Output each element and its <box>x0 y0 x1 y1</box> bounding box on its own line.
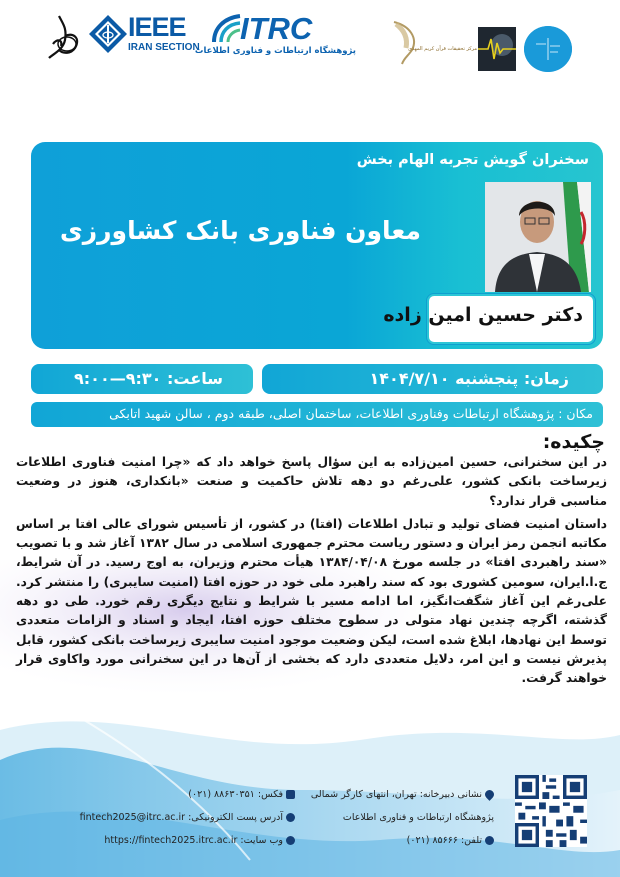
ieee-diamond-icon <box>88 14 128 54</box>
session-kicker: سخنران گویش تجربه الهام بخش <box>356 152 589 168</box>
location-pin-icon <box>483 788 496 801</box>
abstract-heading: چکیده: <box>542 431 605 453</box>
institute-text: پژوهشگاه ارتباطات و فناوری اطلاعات <box>342 812 494 823</box>
abstract-paragraph: در این سخنرانی، حسین امین‌زاده به این سؤال پاسخ خواهد داد که «چرا امنیت فناوری اطلاعات زیرساخت بانکی کشور، علی‌رغم دو دهه تلاش حاکمیت و صنعت «بانکداری، هنوز در وضعیت مناسبی قرار ندارد؟ <box>16 455 607 508</box>
feather-icon <box>390 20 420 65</box>
email-icon <box>286 813 295 822</box>
website-link[interactable]: https://fintech2025.itrc.ac.ir <box>104 835 238 846</box>
time-badge <box>31 364 253 394</box>
itrc-logo <box>194 10 356 64</box>
abstract-section <box>16 431 607 693</box>
calligraphy-logo <box>45 14 85 62</box>
phone-line <box>407 835 494 846</box>
phone-icon <box>485 836 494 845</box>
contact-footer <box>0 760 620 877</box>
fax-line <box>188 789 295 800</box>
address-line <box>311 789 494 800</box>
email-link[interactable]: fintech2025@itrc.ac.ir <box>79 812 186 823</box>
institute-line <box>343 812 494 823</box>
event-location: مکان : پژوهشگاه ارتباطات وفناوری اطلاعات، ساختمان اصلی، طبقه دوم ، سالن شهید اتابکی <box>109 406 593 421</box>
itrc-subtitle: پژوهشگاه ارتباطات و فناوری اطلاعات <box>194 46 356 56</box>
location-badge <box>31 402 603 427</box>
fax-text: فکس: ۸۸۶۳۰۳۵۱ (۰۲۱) <box>188 789 283 800</box>
abstract-paragraph: داستان امنیت فضای تولید و تبادل اطلاعات (افتا) در کشور، از تأسیس شورای عالی افتا بر اساس مکاتبه انجمن رمز ایران و دستور ریاست محترم جمهوری اسلامی در سال ۱۳۸۲ آغاز شد و با تصویب «سند راهبردی افتا» در جلسه مورخ ۱۳۸۴/۰۴/۰۸ هیأت محترم وزیران، به اوج رسید. در آن شرایط، ج.ا.ایران، سومین کشوری بود که سند راهبرد ملی خود در حوزه افتا (امنیت سایبری) را منتشر کرد. علی‌رغم این آغاز شگفت‌انگیز، اما ادامه مسیر با شرایط و نتایج دیگری رقم خورد. طی دو دهه گذشته، اگرچه چندین نهاد متولی در سطوح مختلف حوزه افتا، ایجاد و اسناد و الزامات متعددی توسط این نهادها، ابلاغ شده است، لیکن وضعیت موجود امنیت سایبری زیرساخت بانکی کشور، قابل پذیرش نیست و این امر، دلایل متعددی دارد که بخشی از آن‌ها در این سخنرانی مورد واکاوی قرار خواهند گرفت. <box>16 516 607 686</box>
event-time: ساعت: ۹:۳۰—۹:۰۰ <box>74 369 223 388</box>
speaker-photo <box>485 182 591 292</box>
speaker-name-box <box>383 294 595 344</box>
speaker-name: دکتر حسین امین زاده <box>383 304 583 326</box>
blue-circle-logo <box>524 26 572 72</box>
itrc-wordmark: ITRC <box>240 11 313 46</box>
quran-center-text: مرکز تحقیقات قرآن کریم المهدی <box>408 46 478 52</box>
address-text: نشانی دبیرخانه: تهران، انتهای کارگر شمالی <box>310 789 482 800</box>
ieee-iran-section-logo <box>88 12 203 62</box>
event-date: زمان: پنجشنبه ۱۴۰۴/۷/۱۰ <box>369 369 569 388</box>
website-label: وب سایت: <box>240 835 283 846</box>
fax-icon <box>286 790 295 799</box>
website-line <box>104 835 295 846</box>
email-label: آدرس پست الکترونیکی: <box>188 812 283 823</box>
ieee-wordmark: IEEE <box>128 12 186 42</box>
sponsor-logos <box>0 0 620 70</box>
date-badge <box>262 364 603 394</box>
quran-center-logo <box>390 20 478 65</box>
email-line <box>80 812 295 823</box>
speaker-title: معاون فناوری بانک کشاورزی <box>59 216 421 245</box>
globe-icon <box>286 836 295 845</box>
phone-text: تلفن: ۸۵۶۶۶ (۰۲۱) <box>406 835 482 846</box>
signal-wave-logo <box>478 27 516 71</box>
speaker-banner <box>31 142 603 349</box>
ieee-section-label: IRAN SECTION <box>128 42 200 53</box>
qr-code[interactable] <box>515 775 587 847</box>
